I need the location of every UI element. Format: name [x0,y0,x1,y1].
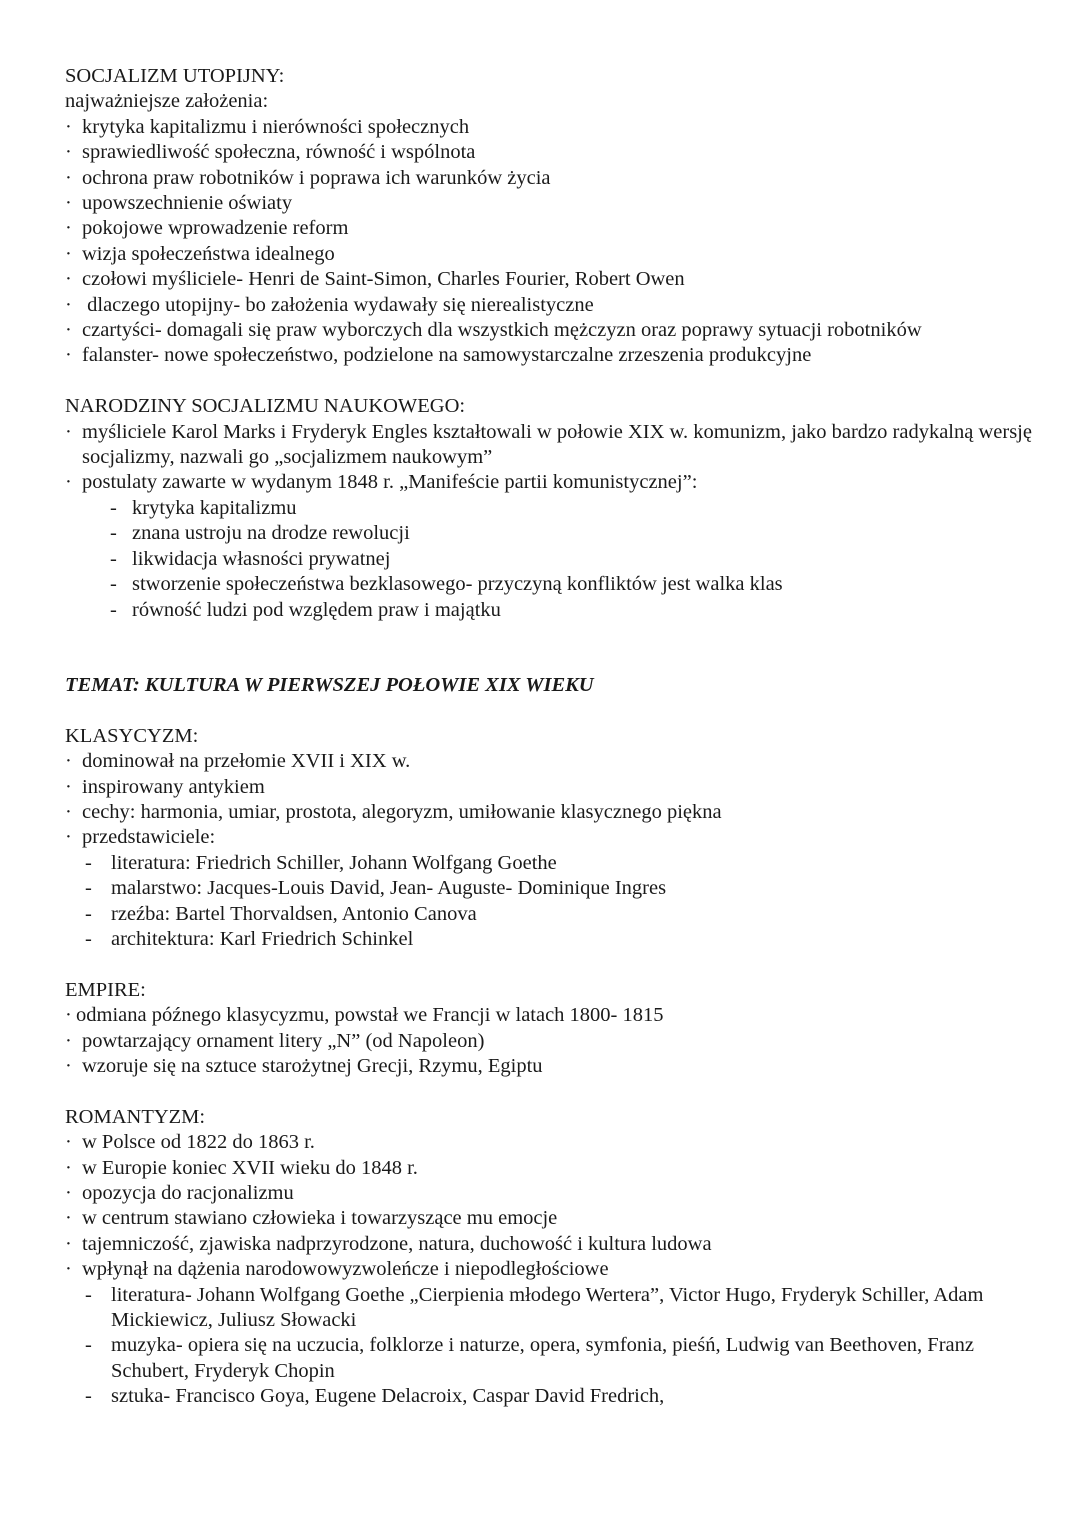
list-item: - znana ustroju na drodze rewolucji [110,521,1055,546]
list-item: · pokojowe wprowadzenie reform [65,216,1055,241]
section-title: EMPIRE: [65,978,146,1001]
bullet-list [65,1003,1055,1079]
list-item: · w Europie koniec XVII wieku do 1848 r. [65,1156,1055,1181]
list-item: · postulaty zawarte w wydanym 1848 r. „Manifeście partii komunistycznej”: [65,470,1055,495]
spacer [65,698,1055,723]
list-item: · sprawiedliwość społeczna, równość i wspólnota [65,140,1055,165]
list-item: - muzyka- opiera się na uczucia, folklorze i naturze, opera, symfonia, pieśń, Ludwig van Beethoven, Franz Schubert, Fryderyk Chopin [85,1333,1055,1384]
list-item: · opozycja do racjonalizmu [65,1181,1055,1206]
list-item: · krytyka kapitalizmu i nierówności społecznych [65,115,1055,140]
spacer [65,1079,1055,1104]
section-scientific-socialism [65,394,1055,623]
section-romanticism [65,1105,1055,1410]
spacer [65,369,1055,394]
list-item: - malarstwo: Jacques-Louis David, Jean- Auguste- Dominique Ingres [85,876,1055,901]
list-item: - literatura- Johann Wolfgang Goethe „Cierpienia młodego Wertera”, Victor Hugo, Fryderyk Schiller, Adam Mickiewicz, Juliusz Słowacki [85,1283,1055,1334]
section-title: KLASYCYZM: [65,724,199,747]
list-item: · ochrona praw robotników i poprawa ich warunków życia [65,166,1055,191]
list-item: · czartyści- domagali się praw wyborczych dla wszystkich mężczyzn oraz poprawy sytuacji robotników [65,318,1055,343]
list-item: · falanster- nowe społeczeństwo, podzielone na samowystarczalne zrzeszenia produkcyjne [65,343,1055,368]
list-item: · tajemniczość, zjawiska nadprzyrodzone, natura, duchowość i kultura ludowa [65,1232,1055,1257]
topic-title: TEMAT: KULTURA W PIERWSZEJ POŁOWIE XIX WIEKU [65,673,594,696]
list-item: - stworzenie społeczeństwa bezklasowego- przyczyną konfliktów jest walka klas [110,572,1055,597]
spacer [65,952,1055,977]
bullet-list [65,749,1055,851]
list-item: - architektura: Karl Friedrich Schinkel [85,927,1055,952]
representatives-list [85,851,1055,953]
list-item: - rzeźba: Bartel Thorvaldsen, Antonio Canova [85,902,1055,927]
list-item: - likwidacja własności prywatnej [110,547,1055,572]
section-title: NARODZINY SOCJALIZMU NAUKOWEGO: [65,395,466,418]
bullet-list [65,115,1055,369]
list-item: - literatura: Friedrich Schiller, Johann Wolfgang Goethe [85,851,1055,876]
list-item: · myśliciele Karol Marks i Fryderyk Engles kształtowali w połowie XIX w. komunizm, jako bardzo radykalną wersję socjalizmy, nazwali go „socjalizmem naukowym” [65,420,1055,471]
section-subtitle: najważniejsze założenia: [65,90,269,113]
list-item: · upowszechnienie oświaty [65,191,1055,216]
fields-list [85,1283,1055,1410]
section-utopian-socialism [65,64,1055,369]
list-item: - krytyka kapitalizmu [110,496,1055,521]
bullet-list [65,1130,1055,1282]
list-item: · dominował na przełomie XVII i XIX w. [65,749,1055,774]
list-item: · dlaczego utopijny- bo założenia wydawały się nierealistyczne [65,293,1055,318]
list-item: · odmiana późnego klasycyzmu, powstał we Francji w latach 1800- 1815 [65,1003,1055,1028]
spacer [65,623,1055,673]
section-classicism [65,724,1055,953]
section-title: ROMANTYZM: [65,1105,206,1128]
bullet-list [65,420,1055,496]
section-empire [65,978,1055,1080]
list-item: · wpłynął na dążenia narodowowyzwoleńcze i niepodległościowe [65,1257,1055,1282]
list-item: · przedstawiciele: [65,825,1055,850]
list-item: · wzoruje się na sztuce starożytnej Grecji, Rzymu, Egiptu [65,1054,1055,1079]
list-item: · cechy: harmonia, umiar, prostota, alegoryzm, umiłowanie klasycznego piękna [65,800,1055,825]
document-page [65,64,1055,1410]
list-item: · w centrum stawiano człowieka i towarzyszące mu emocje [65,1206,1055,1231]
postulates-list [110,496,1055,623]
list-item: · w Polsce od 1822 do 1863 r. [65,1130,1055,1155]
list-item: - równość ludzi pod względem praw i majątku [110,598,1055,623]
section-title: SOCJALIZM UTOPIJNY: [65,65,285,87]
list-item: · czołowi myśliciele- Henri de Saint-Simon, Charles Fourier, Robert Owen [65,267,1055,292]
list-item: · powtarzający ornament litery „N” (od Napoleon) [65,1029,1055,1054]
list-item: · wizja społeczeństwa idealnego [65,242,1055,267]
list-item: · inspirowany antykiem [65,775,1055,800]
list-item: - sztuka- Francisco Goya, Eugene Delacroix, Caspar David Fredrich, [85,1384,1055,1409]
